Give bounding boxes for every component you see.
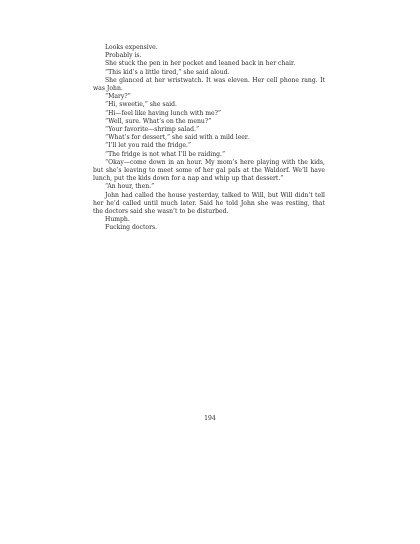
paragraph: “Okay—come down in an hour. My mom’s here playing with the kids, but she’s leaving to meet some of her gal pals at the Waldorf. We’ll have lunch, put the kids down for a nap and whip up that dessert.” xyxy=(93,158,325,183)
paragraph: “The fridge is not what I’ll be raiding.” xyxy=(105,150,226,158)
paragraph: “Mary?” xyxy=(105,93,131,101)
paragraph: “Hi—feel like having lunch with me?” xyxy=(105,109,221,117)
paragraph: “I’ll let you raid the fridge.” xyxy=(105,142,192,150)
paragraph: “Your favorite—shrimp salad.” xyxy=(105,126,200,134)
paragraph: Probably is. xyxy=(105,52,142,60)
paragraph: “An hour, then.” xyxy=(105,183,155,191)
paragraph: Humph. xyxy=(105,216,130,224)
paragraph: Fucking doctors. xyxy=(105,224,158,232)
paragraph: “What’s for dessert,” she said with a mild leer. xyxy=(105,134,250,142)
paragraph: “Hi, sweetie,” she said. xyxy=(105,101,177,109)
paragraph: John had called the house yesterday, talked to Will, but Will didn’t tell her he’d called until much later. Said he told John she was resting, that the doctors said she wasn’t to be disturbed. xyxy=(93,191,325,216)
paragraph: “This kid’s a little tired,” she said aloud. xyxy=(105,68,230,76)
paragraph: She glanced at her wristwatch. It was eleven. Her cell phone rang. It was John. xyxy=(93,76,325,93)
paragraph: She stuck the pen in her pocket and leaned back in her chair. xyxy=(105,60,296,68)
paragraph: “Well, sure. What’s on the menu?” xyxy=(105,117,212,125)
paragraph: Looks expensive. xyxy=(105,44,158,51)
body-text xyxy=(93,44,325,233)
page-number: 194 xyxy=(204,415,216,422)
